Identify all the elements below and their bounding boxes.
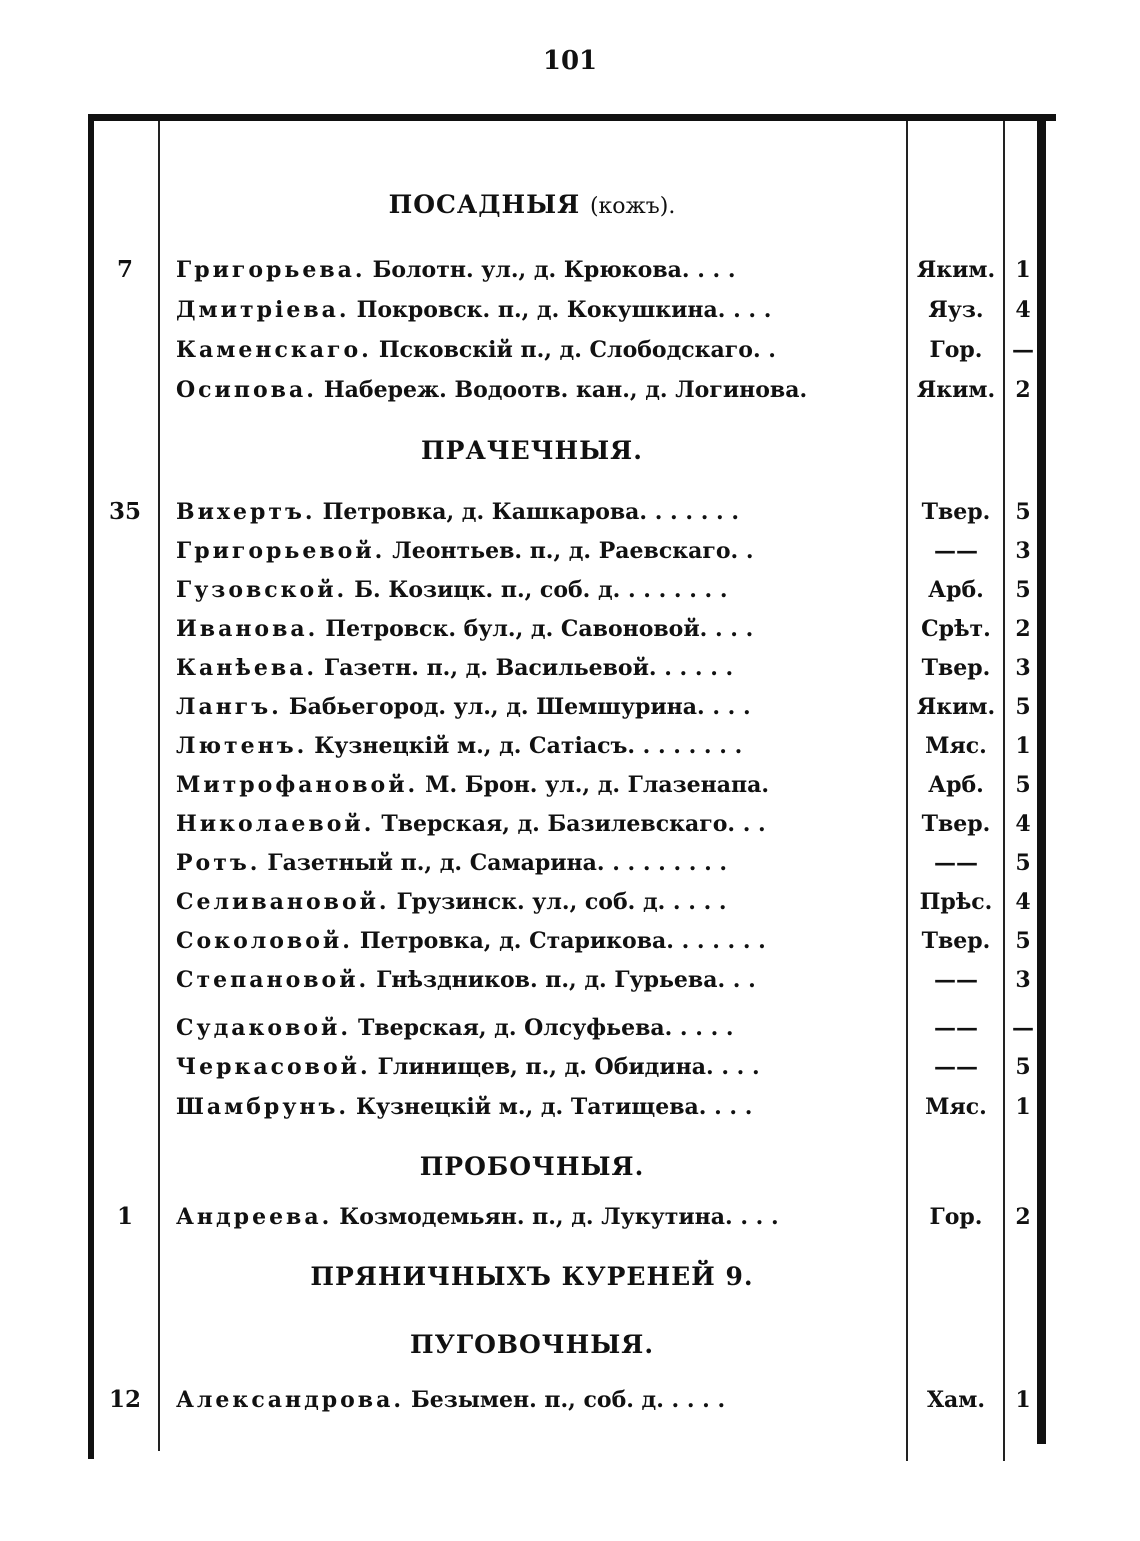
entry-name: Судаковой. bbox=[176, 1015, 352, 1041]
section-heading-title: ПРАЧЕЧНЫЯ. bbox=[421, 436, 643, 465]
entry-address: Покровск. п., д. Кокушкина. . . . bbox=[356, 297, 772, 323]
entry-text bbox=[176, 1008, 904, 1049]
entry-address: Петровка, д. Кашкарова. . . . . . . bbox=[322, 499, 739, 525]
table-row bbox=[0, 843, 1140, 883]
entry-text bbox=[176, 1197, 904, 1238]
entry-name: Григорьева. bbox=[176, 257, 366, 283]
entry-district: Мяс. bbox=[925, 1094, 987, 1120]
section-heading-subtitle: (кожъ). bbox=[589, 194, 676, 219]
entry-number: 3 bbox=[1015, 967, 1031, 993]
table-row bbox=[0, 765, 1140, 805]
entry-district: Хам. bbox=[926, 1387, 986, 1413]
entry-address: Псковскій п., д. Слободскаго. . bbox=[378, 337, 776, 363]
table-row bbox=[0, 1087, 1140, 1127]
entry-text bbox=[176, 804, 904, 845]
table-row bbox=[0, 726, 1140, 766]
entry-address: Газетн. п., д. Васильевой. . . . . . bbox=[324, 655, 734, 681]
entry-number: 4 bbox=[1015, 811, 1031, 837]
table-row bbox=[0, 370, 1140, 410]
entry-name: Григорьевой. bbox=[176, 538, 386, 564]
entry-text bbox=[176, 726, 904, 767]
table-row bbox=[0, 250, 1140, 290]
entry-name: Лютенъ. bbox=[176, 733, 308, 759]
entry-district: Твер. bbox=[921, 499, 991, 525]
entry-address: Кузнецкій м., д. Сатіасъ. . . . . . . . bbox=[314, 733, 743, 759]
entry-number: 5 bbox=[1015, 577, 1031, 603]
entry-address: Козмодемьян. п., д. Лукутина. . . . bbox=[339, 1204, 779, 1230]
section-heading-title: ПРОБОЧНЫЯ. bbox=[419, 1152, 645, 1181]
entry-district: Мяс. bbox=[925, 733, 987, 759]
entry-name: Черкасовой. bbox=[176, 1054, 371, 1080]
entry-number: — bbox=[1012, 337, 1034, 363]
entry-name: Митрофановой. bbox=[176, 772, 419, 798]
entry-text bbox=[176, 648, 904, 689]
entry-district: Яким. bbox=[916, 257, 996, 283]
entry-number: 5 bbox=[1015, 1054, 1031, 1080]
entry-text bbox=[176, 570, 904, 611]
section-count: 12 bbox=[108, 1386, 141, 1413]
entry-text bbox=[176, 609, 904, 650]
entry-address: Тверская, д. Базилевскаго. . . bbox=[381, 811, 766, 837]
entry-district: Яуз. bbox=[928, 297, 984, 323]
entry-text bbox=[176, 1380, 904, 1421]
entry-text bbox=[176, 882, 904, 923]
entry-address: Болотн. ул., д. Крюкова. . . . bbox=[372, 257, 736, 283]
table-row bbox=[0, 1008, 1140, 1048]
entry-address: Глинищев, п., д. Обидина. . . . bbox=[377, 1054, 760, 1080]
section-heading bbox=[160, 1262, 904, 1291]
entry-text bbox=[176, 687, 904, 728]
entry-district: —— bbox=[934, 967, 978, 993]
entry-district: Прѣс. bbox=[919, 889, 993, 915]
table-row bbox=[0, 1197, 1140, 1237]
entry-address: Безымен. п., соб. д. . . . . bbox=[411, 1387, 726, 1413]
entry-name: Ротъ. bbox=[176, 850, 261, 876]
table-row bbox=[0, 330, 1140, 370]
entry-address: Леонтьев. п., д. Раевскаго. . bbox=[392, 538, 754, 564]
entry-address: Бабьегород. ул., д. Шемшурина. . . . bbox=[288, 694, 751, 720]
table-row bbox=[0, 960, 1140, 1000]
table-row bbox=[0, 882, 1140, 922]
entry-district: —— bbox=[934, 1015, 978, 1041]
entry-address: Кузнецкій м., д. Татищева. . . . bbox=[356, 1094, 753, 1120]
entry-name: Каменскаго. bbox=[176, 337, 372, 363]
entry-number: 1 bbox=[1015, 1387, 1031, 1413]
entry-address: М. Брон. ул., д. Глазенапа. bbox=[425, 772, 770, 798]
entry-name: Селивановой. bbox=[176, 889, 390, 915]
entry-number: 5 bbox=[1015, 694, 1031, 720]
table-row bbox=[0, 1380, 1140, 1420]
entry-text bbox=[176, 492, 904, 533]
entry-text bbox=[176, 843, 904, 884]
entry-number: 3 bbox=[1015, 538, 1031, 564]
table-row bbox=[0, 609, 1140, 649]
entry-number: 5 bbox=[1015, 772, 1031, 798]
entry-district: Твер. bbox=[921, 655, 991, 681]
entry-district: Гор. bbox=[929, 337, 983, 363]
table-row bbox=[0, 804, 1140, 844]
table-row bbox=[0, 290, 1140, 330]
entry-number: 4 bbox=[1015, 889, 1031, 915]
entry-address: Б. Козицк. п., соб. д. . . . . . . . bbox=[354, 577, 728, 603]
entry-number: 1 bbox=[1015, 1094, 1031, 1120]
section-count: 1 bbox=[116, 1203, 133, 1230]
entry-address: Гнѣздников. п., д. Гурьева. . . bbox=[376, 967, 756, 993]
entry-name: Андреева. bbox=[176, 1204, 333, 1230]
entry-name: Гузовской. bbox=[176, 577, 348, 603]
table-row bbox=[0, 1047, 1140, 1087]
entry-text bbox=[176, 290, 904, 331]
section-heading-title: ПРЯНИЧНЫХЪ КУРЕНЕЙ 9. bbox=[310, 1262, 754, 1291]
entry-number: 4 bbox=[1015, 297, 1031, 323]
entry-name: Дмитріева. bbox=[176, 297, 350, 323]
entry-address: Петровск. бул., д. Савоновой. . . . bbox=[325, 616, 754, 642]
entry-address: Газетный п., д. Самарина. . . . . . . . . bbox=[267, 850, 728, 876]
entry-number: 2 bbox=[1015, 616, 1031, 642]
entry-district: Арб. bbox=[928, 577, 984, 603]
table-row bbox=[0, 687, 1140, 727]
entry-district: —— bbox=[934, 1054, 978, 1080]
section-heading bbox=[160, 436, 904, 465]
table-row bbox=[0, 492, 1140, 532]
entry-number: 1 bbox=[1015, 257, 1031, 283]
entry-district: Арб. bbox=[928, 772, 984, 798]
entry-text bbox=[176, 250, 904, 291]
entry-district: Твер. bbox=[921, 811, 991, 837]
entry-number: 1 bbox=[1015, 733, 1031, 759]
section-heading bbox=[160, 1152, 904, 1181]
entry-text bbox=[176, 531, 904, 572]
table-top-rule bbox=[88, 114, 1056, 121]
entry-number: 5 bbox=[1015, 499, 1031, 525]
entry-address: Тверская, д. Олсуфьева. . . . . bbox=[358, 1015, 734, 1041]
entry-text bbox=[176, 960, 904, 1001]
table-row bbox=[0, 531, 1140, 571]
section-heading bbox=[160, 1330, 904, 1359]
entry-text bbox=[176, 765, 904, 806]
table-row bbox=[0, 921, 1140, 961]
section-count: 35 bbox=[108, 498, 141, 525]
entry-district: —— bbox=[934, 538, 978, 564]
section-count: 7 bbox=[116, 256, 133, 283]
entry-district: Яким. bbox=[916, 377, 996, 403]
page-number: 101 bbox=[542, 46, 598, 76]
entry-district: Яким. bbox=[916, 694, 996, 720]
entry-text bbox=[176, 921, 904, 962]
entry-name: Лангъ. bbox=[176, 694, 282, 720]
entry-number: — bbox=[1012, 1015, 1034, 1041]
entry-text bbox=[176, 330, 904, 371]
table-row bbox=[0, 570, 1140, 610]
entry-number: 3 bbox=[1015, 655, 1031, 681]
entry-name: Осипова. bbox=[176, 377, 317, 403]
entry-name: Вихертъ. bbox=[176, 499, 316, 525]
entry-text bbox=[176, 1087, 904, 1128]
entry-name: Николаевой. bbox=[176, 811, 375, 837]
entry-district: —— bbox=[934, 850, 978, 876]
entry-name: Степановой. bbox=[176, 967, 370, 993]
section-heading bbox=[160, 190, 904, 219]
entry-number: 2 bbox=[1015, 1204, 1031, 1230]
entry-text bbox=[176, 370, 904, 411]
section-heading-title: ПУГОВОЧНЫЯ. bbox=[409, 1330, 655, 1359]
table-row bbox=[0, 648, 1140, 688]
entry-address: Набереж. Водоотв. кан., д. Логинова. bbox=[323, 377, 808, 403]
section-heading-title: ПОСАДНЫЯ bbox=[388, 190, 581, 219]
entry-name: Иванова. bbox=[176, 616, 319, 642]
entry-name: Александрова. bbox=[176, 1387, 404, 1413]
entry-address: Грузинск. ул., соб. д. . . . . bbox=[396, 889, 727, 915]
entry-number: 5 bbox=[1015, 850, 1031, 876]
entry-name: Канѣева. bbox=[176, 655, 318, 681]
entry-address: Петровка, д. Старикова. . . . . . . bbox=[359, 928, 766, 954]
entry-name: Соколовой. bbox=[176, 928, 353, 954]
entry-district: Твер. bbox=[921, 928, 991, 954]
entry-number: 2 bbox=[1015, 377, 1031, 403]
entry-district: Срѣт. bbox=[921, 616, 991, 642]
entry-text bbox=[176, 1047, 904, 1088]
entry-number: 5 bbox=[1015, 928, 1031, 954]
entry-name: Шамбрунъ. bbox=[176, 1094, 350, 1120]
entry-district: Гор. bbox=[929, 1204, 983, 1230]
